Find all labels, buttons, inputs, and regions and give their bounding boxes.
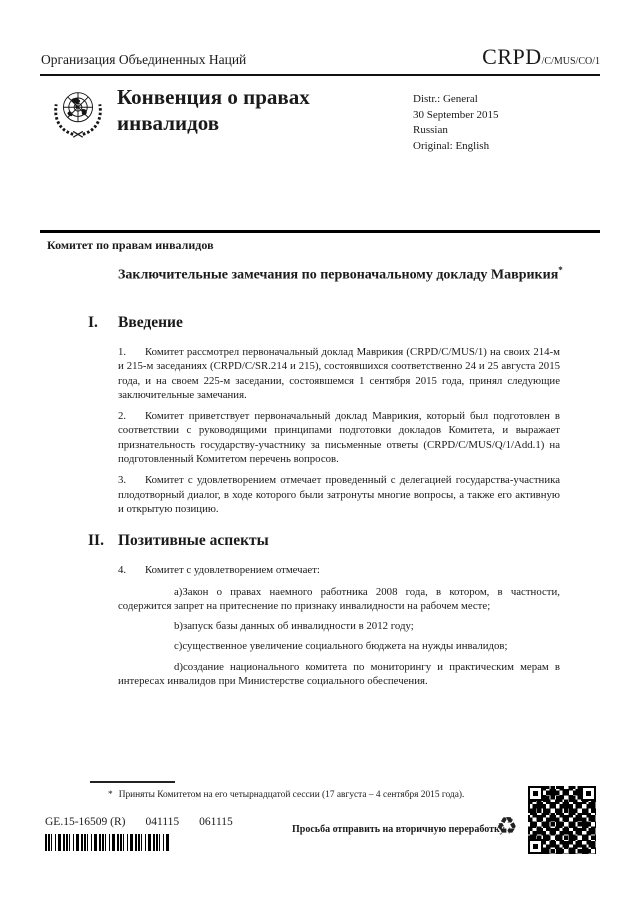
document-title-text: Заключительные замечания по первоначальному докладу Маврикия bbox=[118, 267, 559, 283]
document-symbol bbox=[482, 44, 600, 70]
un-emblem-icon bbox=[47, 83, 109, 145]
list-item-c bbox=[118, 639, 560, 653]
footnote-marker: * bbox=[558, 265, 563, 275]
header-rule bbox=[40, 74, 600, 76]
qr-code bbox=[528, 786, 596, 854]
list-item-a bbox=[118, 585, 560, 614]
list-item-c-label: c) bbox=[174, 640, 183, 653]
org-name: Организация Объединенных Наций bbox=[41, 52, 247, 67]
ge-date-1: 041115 bbox=[145, 816, 180, 828]
section-rule bbox=[40, 230, 600, 233]
list-item-a-label: a) bbox=[174, 585, 183, 598]
paragraph-3-text: Комитет с удовлетворением отмечает проведенный с делегацией государства-участника плодотворный диалог, в ходе которого были затронуты многие вопросы, а также его активную и открытую позицию. bbox=[118, 474, 560, 515]
document-symbol-main: CRPD bbox=[482, 44, 542, 69]
document-title bbox=[118, 264, 568, 286]
paragraph-4-number: 4. bbox=[118, 564, 127, 577]
qr-finder-bottom-left bbox=[528, 839, 543, 854]
section-2-title: Позитивные аспекты bbox=[118, 532, 269, 550]
list-item-c-text: существенное увеличение социального бюджета на нужды инвалидов; bbox=[182, 640, 508, 653]
distr-type: Distr.: General bbox=[413, 93, 478, 105]
list-item-d bbox=[118, 660, 560, 689]
section-2-heading bbox=[88, 532, 560, 550]
paragraph-2-number: 2. bbox=[118, 410, 127, 423]
section-1-heading bbox=[88, 314, 560, 332]
paragraph-1 bbox=[118, 345, 560, 402]
distr-original: Original: English bbox=[413, 139, 490, 152]
footnote bbox=[90, 789, 570, 801]
paragraph-3-number: 3. bbox=[118, 474, 127, 487]
section-1-title: Введение bbox=[118, 314, 183, 331]
distr-date: 30 September 2015 bbox=[413, 108, 499, 121]
section-2-number: II. bbox=[88, 532, 104, 550]
committee-name: Комитет по правам инвалидов bbox=[47, 238, 214, 252]
list-item-b-label: b) bbox=[174, 620, 183, 633]
ge-reference-line bbox=[45, 816, 233, 828]
qr-finder-top-right bbox=[581, 786, 596, 801]
section-1-number: I. bbox=[88, 314, 98, 331]
list-item-d-text: создание национального комитета по мониторингу и практическим мерам в интересах инвалидов при Министерстве социального обеспечения. bbox=[118, 660, 560, 688]
document-symbol-suffix: /C/MUS/CO/1 bbox=[541, 56, 600, 67]
convention-title: Конвенция о правах инвалидов bbox=[117, 85, 310, 136]
paragraph-1-number: 1. bbox=[118, 346, 127, 358]
list-item-b bbox=[118, 619, 560, 633]
paragraph-2 bbox=[118, 409, 560, 466]
document-body bbox=[88, 314, 560, 694]
qr-finder-top-left bbox=[528, 786, 543, 801]
paragraph-4 bbox=[118, 563, 560, 577]
footnote-text: Приняты Комитетом на его четырнадцатой сессии (17 августа – 4 сентября 2015 года). bbox=[118, 790, 465, 800]
paragraph-4-text: Комитет с удовлетворением отмечает: bbox=[145, 564, 320, 577]
distr-language: Russian bbox=[413, 124, 448, 137]
list-item-d-label: d) bbox=[174, 660, 183, 673]
list-item-b-text: запуск базы данных об инвалидности в 2012 году; bbox=[183, 620, 414, 633]
barcode bbox=[45, 834, 169, 851]
ge-date-2: 061115 bbox=[199, 816, 233, 828]
paragraph-3 bbox=[118, 473, 560, 516]
paragraph-1-text: Комитет рассмотрел первоначальный доклад Маврикия (CRPD/C/MUS/1) на своих 214-м и 215-м заседаниях (CRPD/C/SR.214 и 215), состоявшихся соответственно 24 и 25 августа 2015 года, и на своем 225-м заседании, состоявшемся 1 сентября 2015 года, принял следующие заключительные замечания. bbox=[118, 346, 560, 401]
footnote-rule bbox=[90, 781, 175, 783]
recycle-notice: Просьба отправить на вторичную переработку bbox=[292, 824, 505, 835]
distribution-block bbox=[413, 92, 499, 154]
paragraph-2-text: Комитет приветствует первоначальный доклад Маврикия, который был подготовлен в соответствии с руководящими принципами подготовки докладов Комитета, и выражает признательность государству-участнику за письменные ответы (CRPD/C/MUS/Q/1/Add.1) на подготовленный Комитетом перечень вопросов. bbox=[118, 410, 560, 466]
footnote-star: * bbox=[108, 790, 113, 800]
ge-number: GE.15-16509 (R) bbox=[45, 816, 126, 828]
list-item-a-text: Закон о правах наемного работника 2008 года, в котором, в частности, содержится запрет на притеснение по признаку инвалидности на рабочем месте; bbox=[118, 585, 560, 612]
recycle-icon: ♻ bbox=[496, 812, 518, 840]
